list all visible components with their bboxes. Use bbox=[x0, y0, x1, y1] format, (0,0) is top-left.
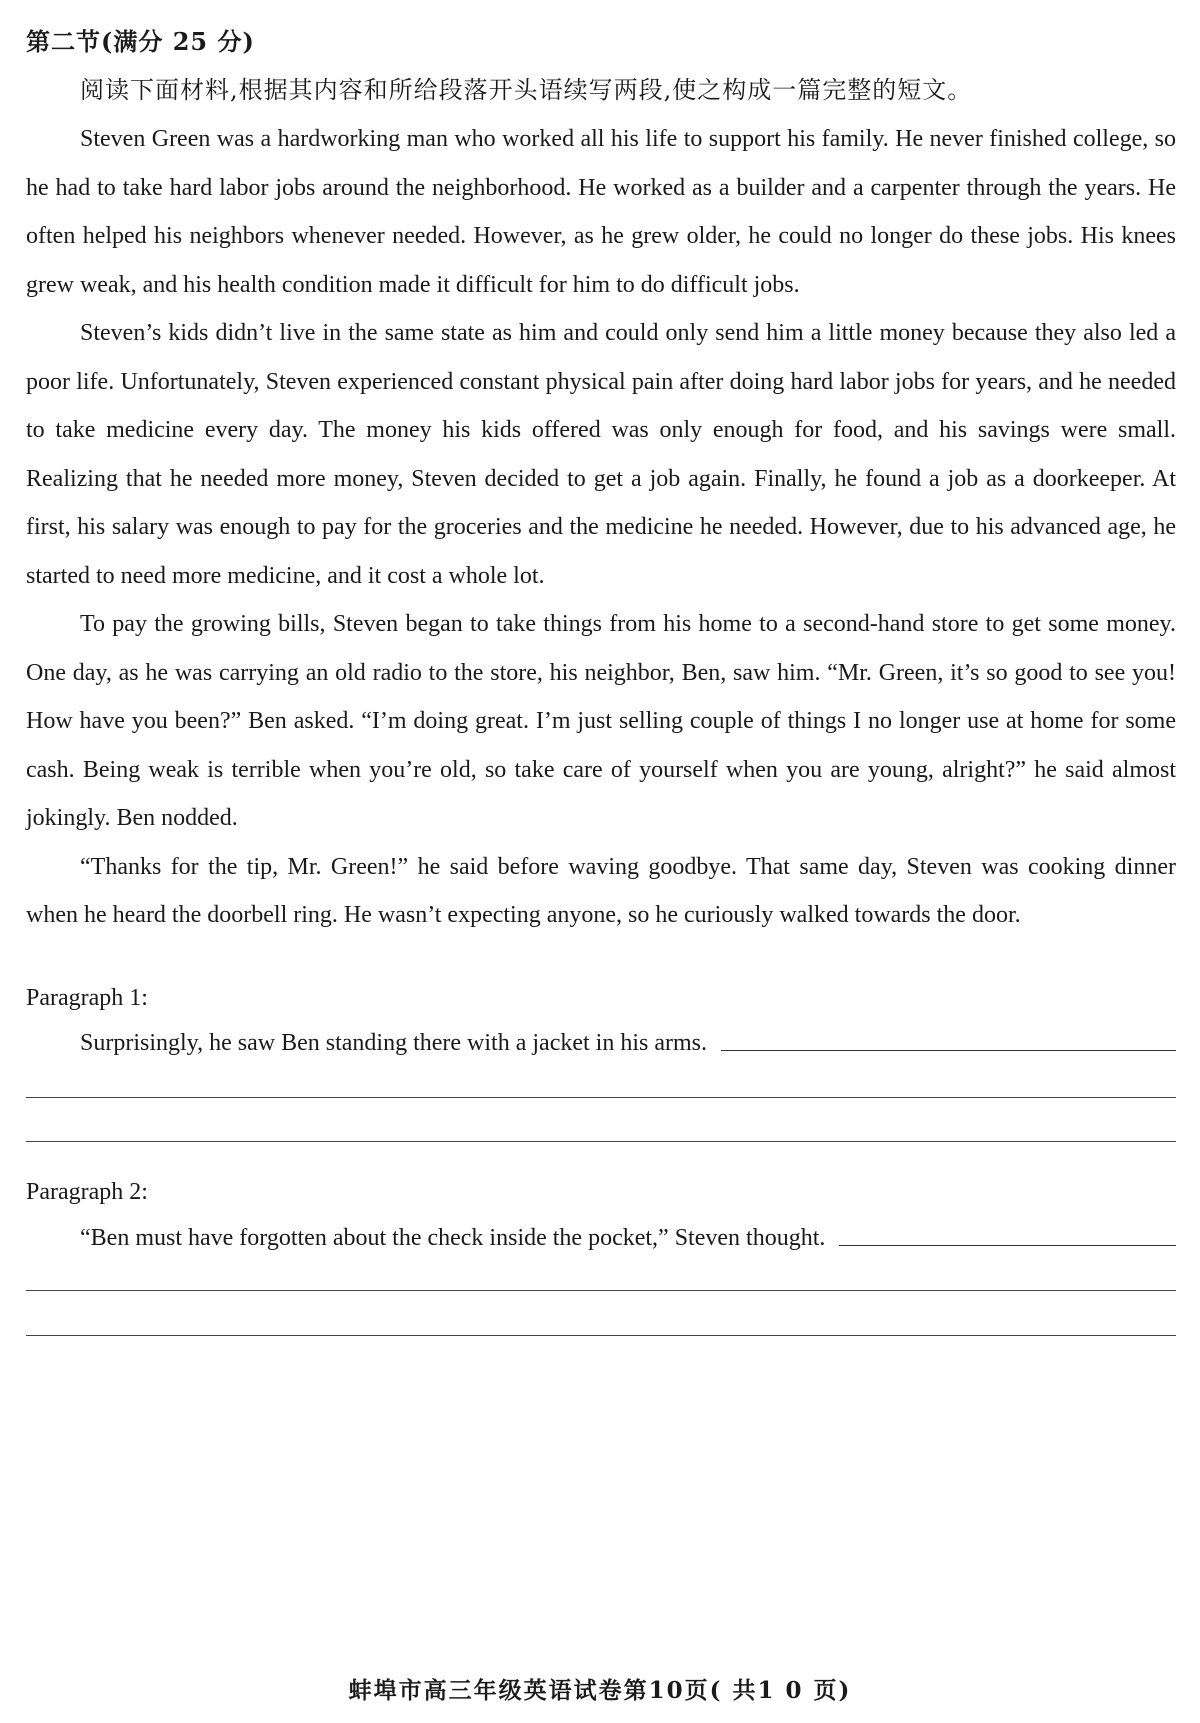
paragraph-1-starter: Surprisingly, he saw Ben standing there with a jacket in his arms. bbox=[80, 1030, 707, 1056]
paragraph-2-label: Paragraph 2: bbox=[26, 1179, 148, 1205]
reading-passage bbox=[26, 115, 1176, 940]
answer-line[interactable] bbox=[26, 1335, 1176, 1336]
answer-line[interactable] bbox=[26, 1141, 1176, 1142]
answer-line[interactable] bbox=[26, 1097, 1176, 1098]
passage-paragraph-2: Steven’s kids didn’t live in the same state as him and could only send him a little money because they also led a poor life. Unfortunately, Steven experienced constant physical pain after doing hard labor jobs for years, and he needed to take medicine every day. The money his kids offered was only enough for food, and his savings were small. Realizing that he needed more money, Steven decided to get a job again. Finally, he found a job as a doorkeeper. At first, his salary was enough to pay for the groceries and the medicine he needed. However, due to his advanced age, he started to need more medicine, and it cost a whole lot. bbox=[26, 320, 1176, 589]
passage-paragraph-4: “Thanks for the tip, Mr. Green!” he said before waving goodbye. That same day, Steven was cooking dinner when he heard the doorbell ring. He wasn’t expecting anyone, so he curiously walked towards the door. bbox=[26, 853, 1176, 928]
paragraph-2-starter: “Ben must have forgotten about the check inside the pocket,” Steven thought. bbox=[80, 1225, 826, 1251]
passage-paragraph-1: Steven Green was a hardworking man who worked all his life to support his family. He never finished college, so he had to take hard labor jobs around the neighborhood. He worked as a builder and a carpenter through the years. He often helped his neighbors whenever needed. However, as he grew older, he could no longer do these jobs. His knees grew weak, and his health condition made it difficult for him to do difficult jobs. bbox=[26, 126, 1176, 298]
section-title: 第二节(满分 25 分) bbox=[26, 27, 255, 56]
passage-paragraph-3: To pay the growing bills, Steven began to take things from his home to a second-hand store to get some money. One day, as he was carrying an old radio to the store, his neighbor, Ben, saw him. “Mr. Green, it’s so good to see you! How have you been?” Ben asked. “I’m doing great. I’m just selling couple of things I no longer use at home for some cash. Being weak is terrible when you’re old, so take care of yourself when you are young, alright?” he said almost jokingly. Ben nodded. bbox=[26, 611, 1176, 831]
answer-blank[interactable] bbox=[721, 1049, 1176, 1051]
answer-blank[interactable] bbox=[839, 1244, 1176, 1246]
answer-line[interactable] bbox=[26, 1290, 1176, 1291]
page-footer: 蚌埠市高三年级英语试卷第10页( 共1 0 页) bbox=[348, 1677, 852, 1704]
paragraph-1-starter-row bbox=[80, 1030, 1176, 1057]
paragraph-2-starter-row bbox=[80, 1225, 1176, 1252]
task-instruction: 阅读下面材料,根据其内容和所给段落开头语续写两段,使之构成一篇完整的短文。 bbox=[80, 76, 973, 104]
paragraph-1-label: Paragraph 1: bbox=[26, 985, 148, 1011]
